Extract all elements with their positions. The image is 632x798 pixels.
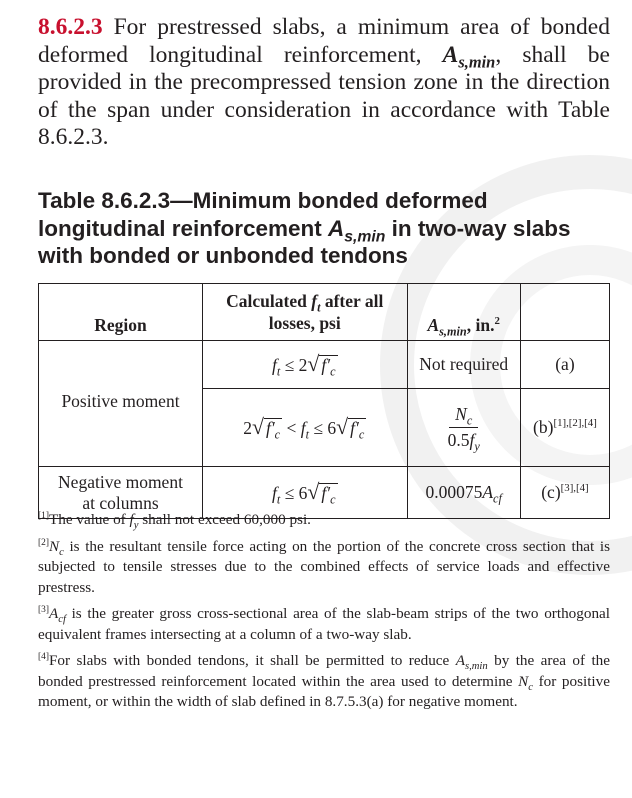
region-negative-moment: Negative moment at columns	[39, 467, 203, 519]
label-cell: (a)	[520, 341, 609, 389]
condition-cell: $f_t \le 2$ √ $f'_c$	[203, 341, 408, 389]
table-notes	[38, 510, 610, 719]
table-title: Table 8.6.2.3—Minimum bonded deformed longitudinal reinforcement $A_{s,min}$ in two-way slabs with bonded or unbonded tendons	[38, 188, 571, 268]
value-cell: Not required	[407, 341, 520, 389]
header-as-min: $A_{s,min}$, in.$^2$	[407, 284, 520, 341]
table-header-row	[39, 284, 610, 341]
header-label	[520, 284, 609, 341]
fraction: $\frac{N_c}{0.5f_y}$	[447, 404, 480, 454]
header-region: Region	[39, 284, 203, 341]
note-4: [4]For slabs with bonded tendons, it shall be permitted to reduce $A_{s,min}$ by the area of the bonded prestressed reinforcement located within the area used to determine $N_c$ for positive moment, or within the width of slab defined in 8.7.5.3(a) for negative moment.	[38, 651, 610, 710]
clause-number: 8.6.2.3	[38, 14, 103, 40]
note-2: $[2]N_c$ is the resultant tensile force acting on the portion of the concrete cross section that is subjected to tensile stresses due to the combined effects of service loads and effective prestress.	[38, 537, 610, 596]
value-cell	[407, 389, 520, 467]
condition-cell: $f_t \le 6$ √ $f'_c$	[203, 467, 408, 519]
region-positive-moment: Positive moment	[39, 341, 203, 467]
clause-paragraph: 8.6.2.3 For prestressed slabs, a minimum area of bonded deformed longitudinal reinforcement, $A_{s,min}$, shall be provided in the precompressed tension zone in the direction of the span under consideration in accordance with Table 8.6.2.3.	[38, 14, 610, 150]
label-cell: (c)[3],[4]	[520, 467, 609, 519]
value-cell: $0.00075A_{cf}$	[407, 467, 520, 519]
note-1: [1]The value of $f_y$ shall not exceed 60,000 psi.	[38, 510, 311, 532]
condition-cell: 2 √ $f'_c$ < $f_t \le 6$ √ $f'_c$	[203, 389, 408, 467]
label-cell: (b)[1],[2],[4]	[520, 389, 609, 467]
min-reinforcement-table	[38, 283, 610, 519]
table-row	[39, 341, 610, 389]
note-3: $[3]A_{cf}$ is the greater gross cross-sectional area of the slab-beam strips of the two orthogonal equivalent frames intersecting at a column of a two-way slab.	[38, 604, 610, 643]
header-calculated-ft: Calculated $f_t$ after all losses, psi	[203, 284, 408, 341]
